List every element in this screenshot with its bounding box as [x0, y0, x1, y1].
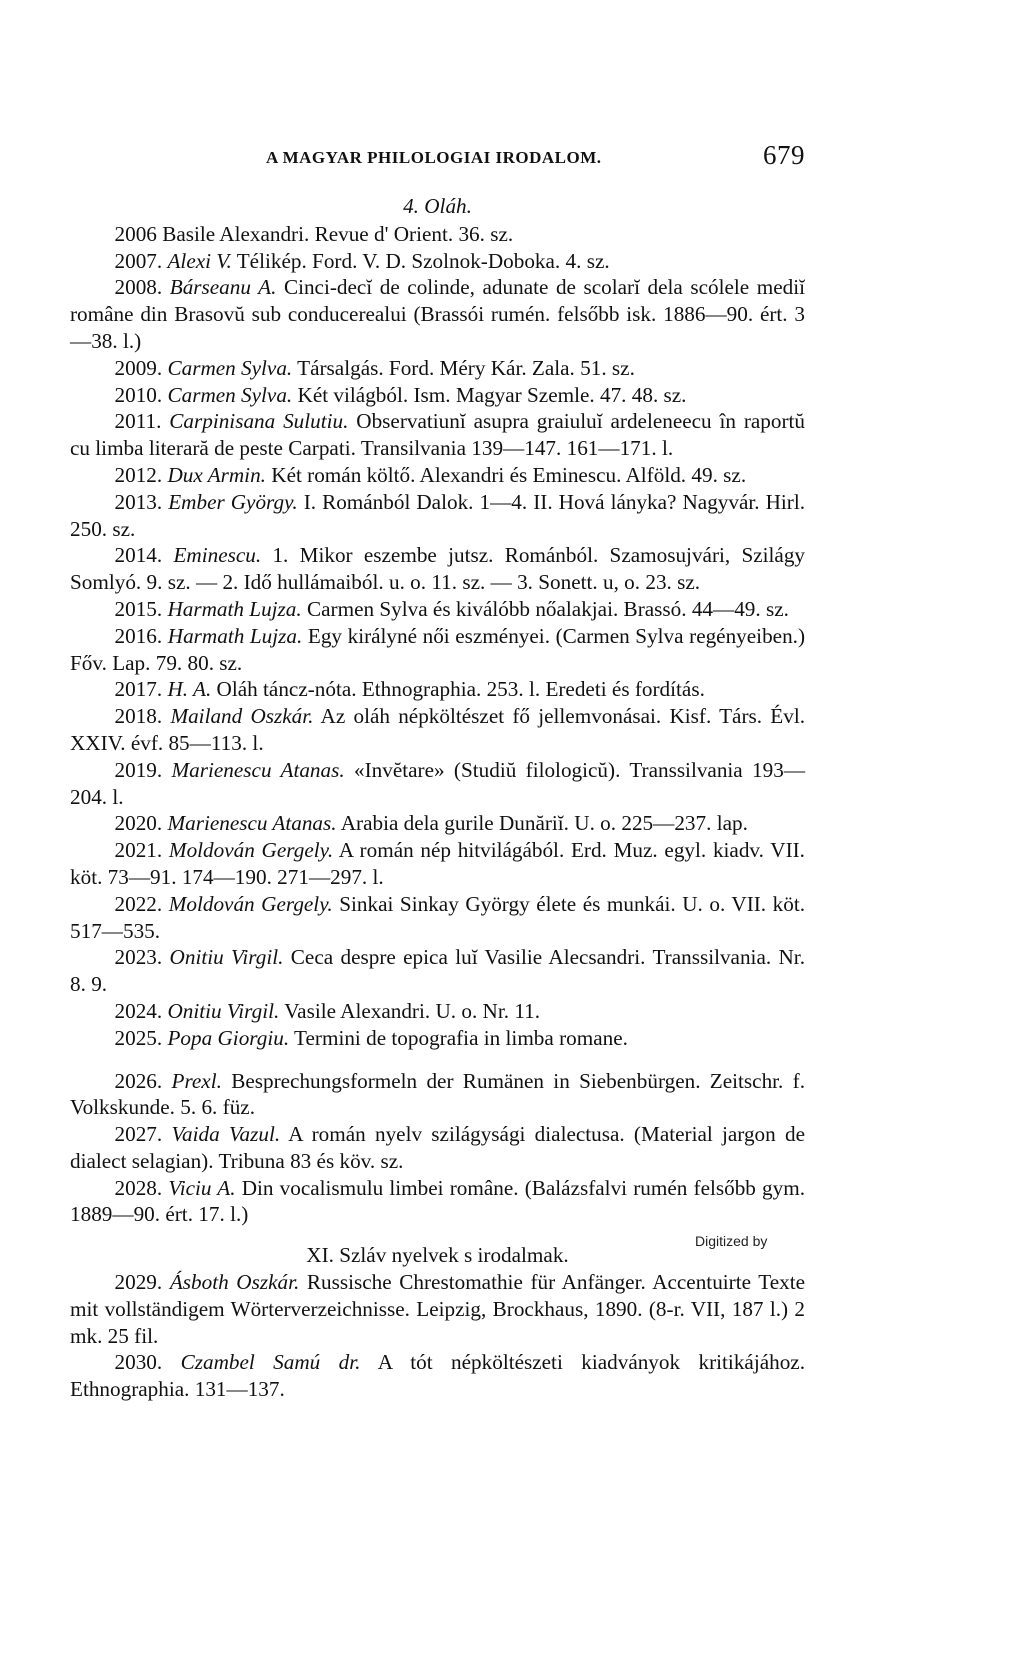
- bibliography-entry: [70, 542, 805, 596]
- bibliography-entry: [70, 221, 805, 248]
- entry-author: Popa Giorgiu.: [167, 1025, 290, 1050]
- entry-number: 2027.: [114, 1122, 163, 1147]
- bibliography-entry: [70, 382, 805, 409]
- bibliography-entry: [70, 596, 805, 623]
- bibliography-entry: [70, 998, 805, 1025]
- entry-author: Eminescu.: [173, 543, 262, 568]
- entry-number: 2010.: [114, 382, 163, 407]
- entry-number: 2016.: [114, 623, 163, 648]
- entry-text: Vasile Alexandri. U. o. Nr. 11.: [284, 998, 541, 1023]
- bibliography-entry: [70, 703, 805, 757]
- entry-author: Mailand Oszkár.: [170, 704, 314, 729]
- bibliography-entry: [70, 944, 805, 998]
- entry-text: Oláh táncz-nóta. Ethnographia. 253. l. Eredeti és fordítás.: [216, 677, 705, 702]
- entry-number: 2013.: [114, 489, 163, 514]
- entry-number: 2028.: [114, 1175, 163, 1200]
- digitized-by-notice: Digitized by: [695, 1233, 768, 1249]
- bibliography-entry: [70, 1349, 805, 1403]
- entry-text: I. Románból Dalok. 1—4. II. Hová lányka? Nagyvár. Hirl. 250. sz.: [70, 489, 806, 541]
- entry-number: 2007.: [114, 248, 163, 273]
- bibliography-entry: [70, 1025, 805, 1052]
- bibliography-entry: [70, 623, 805, 677]
- entry-author: Dux Armin.: [167, 462, 266, 487]
- entry-text: Társalgás. Ford. Méry Kár. Zala. 51. sz.: [297, 355, 635, 380]
- entry-text: Az oláh népköltészet fő jellemvonásai. Kisf. Társ. Évl. XXIV. évf. 85—113. l.: [70, 704, 806, 755]
- entry-text: Két román költő. Alexandri és Eminescu. Alföld. 49. sz.: [271, 462, 747, 487]
- entry-number: 2018.: [114, 704, 163, 729]
- entry-author: Moldován Gergely.: [168, 891, 333, 916]
- entry-number: 2006: [114, 221, 157, 246]
- entry-number: 2022.: [114, 891, 163, 916]
- entry-author: Harmath Lujza.: [167, 623, 303, 648]
- entry-text: Observatiunĭ asupra graiuluĭ ardeleneecu în raportŭ cu limba literară de peste Carpati. Transilvania 139—147. 161—171. l.: [70, 409, 806, 461]
- entry-author: Bárseanu A.: [169, 275, 277, 300]
- bibliography-entry: [70, 1175, 805, 1229]
- bibliography-entry: [70, 810, 805, 837]
- entry-text: Sinkai Sinkay György élete és munkái. U. o. VII. köt. 517—535.: [70, 891, 805, 943]
- entry-author: Marienescu Atanas.: [167, 811, 337, 836]
- entry-text: Besprechungsformeln der Rumänen in Siebenbürgen. Zeitschr. f. Volkskunde. 5. 6. füz.: [70, 1068, 806, 1120]
- bibliography-entry: [70, 462, 805, 489]
- entry-text: 1. Mikor eszembe jutsz. Románból. Szamosujvári, Szilágy Somlyó. 9. sz. — 2. Idő hullámaiból. u. o. 11. sz. — 3. Sonett. u, o. 23. sz.: [70, 543, 806, 595]
- entry-list-szlav: [70, 1269, 805, 1403]
- entry-author: Marienescu Atanas.: [171, 757, 345, 782]
- entry-text: Russische Chrestomathie für Anfänger. Accentuirte Texte mit vollständigem Wörterverzeichnisse. Leipzig, Brockhaus, 1890. (8-r. VII, 187 l.) 2 mk. 25 fil.: [70, 1270, 806, 1348]
- entry-text: Két világból. Ism. Magyar Szemle. 47. 48. sz.: [297, 382, 687, 407]
- page-number: 679: [763, 140, 805, 170]
- entry-text: «Invĕtare» (Studiŭ filologicŭ). Transsilvania 193—204. l.: [70, 757, 806, 809]
- entry-number: 2011.: [114, 409, 162, 434]
- bibliography-entry: [70, 837, 805, 891]
- bibliography-entry: [70, 1068, 805, 1122]
- entry-author: Onitiu Virgil.: [169, 945, 284, 970]
- entry-author: Viciu A.: [168, 1175, 236, 1200]
- entry-text: Télikép. Ford. V. D. Szolnok-Doboka. 4. sz.: [236, 248, 610, 273]
- bibliography-entry: [70, 248, 805, 275]
- entry-number: 2009.: [114, 355, 163, 380]
- entry-number: 2030.: [114, 1350, 163, 1375]
- entry-text: Din vocalismulu limbei române. (Balázsfalvi rumén felsőbb gym. 1889—90. ért. 17. l.): [70, 1175, 806, 1227]
- running-title: A MAGYAR PHILOLOGIAI IRODALOM.: [266, 148, 602, 167]
- bibliography-entry: [70, 891, 805, 945]
- entry-number: 2025.: [114, 1025, 163, 1050]
- bibliography-entry: [70, 1269, 805, 1349]
- entry-number: 2020.: [114, 811, 163, 836]
- entry-author: H. A.: [167, 677, 212, 702]
- entry-number: 2024.: [114, 998, 163, 1023]
- entry-author: Harmath Lujza.: [167, 596, 302, 621]
- entry-author: Vaida Vazul.: [171, 1122, 281, 1147]
- entry-author: Onitiu Virgil.: [167, 998, 280, 1023]
- entry-text: Cinci-decĭ de colinde, adunate de scolarĭ dela scólele mediĭ române din Brasovŭ sub conducerealui (Brassói rumén. felsőbb isk. 1886—90. ért. 3—38. l.): [70, 275, 806, 353]
- page-body: [70, 193, 805, 1403]
- entry-number: 2023.: [114, 945, 163, 970]
- bibliography-entry: [70, 274, 805, 354]
- entry-author: Carmen Sylva.: [167, 355, 293, 380]
- entry-number: 2029.: [114, 1270, 163, 1295]
- entry-list-olah: [70, 221, 805, 1052]
- bibliography-entry: [70, 757, 805, 811]
- bibliography-entry: [70, 489, 805, 543]
- entry-number: 2026.: [114, 1068, 163, 1093]
- entry-author: Carmen Sylva.: [167, 382, 293, 407]
- entry-number: 2008.: [114, 275, 163, 300]
- entry-text: Basile Alexandri. Revue d' Orient. 36. sz.: [162, 221, 514, 246]
- entry-text: Arabia dela gurile Dunăriĭ. U. o. 225—237. lap.: [340, 811, 748, 836]
- bibliography-entry: [70, 1121, 805, 1175]
- entry-text: A román nép hitvilágából. Erd. Muz. egyl. kiadv. VII. köt. 73—91. 174—190. 271—297. l.: [70, 838, 805, 889]
- section-heading-olah: 4. Oláh.: [403, 194, 472, 218]
- entry-number: 2015.: [114, 596, 163, 621]
- section-heading-szlav: XI. Szláv nyelvek s irodalmak.: [306, 1243, 569, 1268]
- entry-number: 2019.: [114, 757, 163, 782]
- entry-list-olah-continued: [70, 1068, 805, 1229]
- entry-text: Egy királyné női eszményei. (Carmen Sylva regényeiben.) Főv. Lap. 79. 80. sz.: [70, 623, 806, 675]
- bibliography-entry: [70, 355, 805, 382]
- entry-author: Alexi V.: [167, 248, 232, 273]
- entry-author: Czambel Samú dr.: [180, 1350, 361, 1375]
- entry-author: Ásboth Oszkár.: [169, 1270, 300, 1295]
- bibliography-entry: [70, 676, 805, 703]
- entry-author: Ember György.: [168, 489, 298, 514]
- page-header: [70, 140, 805, 174]
- entry-text: Ceca despre epica luĭ Vasilie Alecsandri. Transsilvania. Nr. 8. 9.: [70, 945, 805, 997]
- entry-number: 2017.: [114, 677, 163, 702]
- bibliography-entry: [70, 408, 805, 462]
- entry-number: 2021.: [114, 838, 163, 863]
- entry-text: A tót népköltészeti kiadványok kritikájához. Ethnographia. 131—137.: [70, 1350, 805, 1402]
- entry-author: Moldován Gergely.: [168, 838, 334, 863]
- entry-text: Carmen Sylva és kiválóbb nőalakjai. Brassó. 44—49. sz.: [307, 596, 789, 621]
- entry-author: Carpinisana Sulutiu.: [169, 409, 349, 434]
- entry-number: 2012.: [114, 462, 163, 487]
- entry-number: 2014.: [114, 543, 163, 568]
- entry-text: A román nyelv szilágysági dialectusa. (Material jargon de dialect selagian). Tribuna 83 és köv. sz.: [70, 1122, 805, 1173]
- entry-text: Termini de topografia in limba romane.: [294, 1025, 628, 1050]
- entry-author: Prexl.: [171, 1068, 222, 1093]
